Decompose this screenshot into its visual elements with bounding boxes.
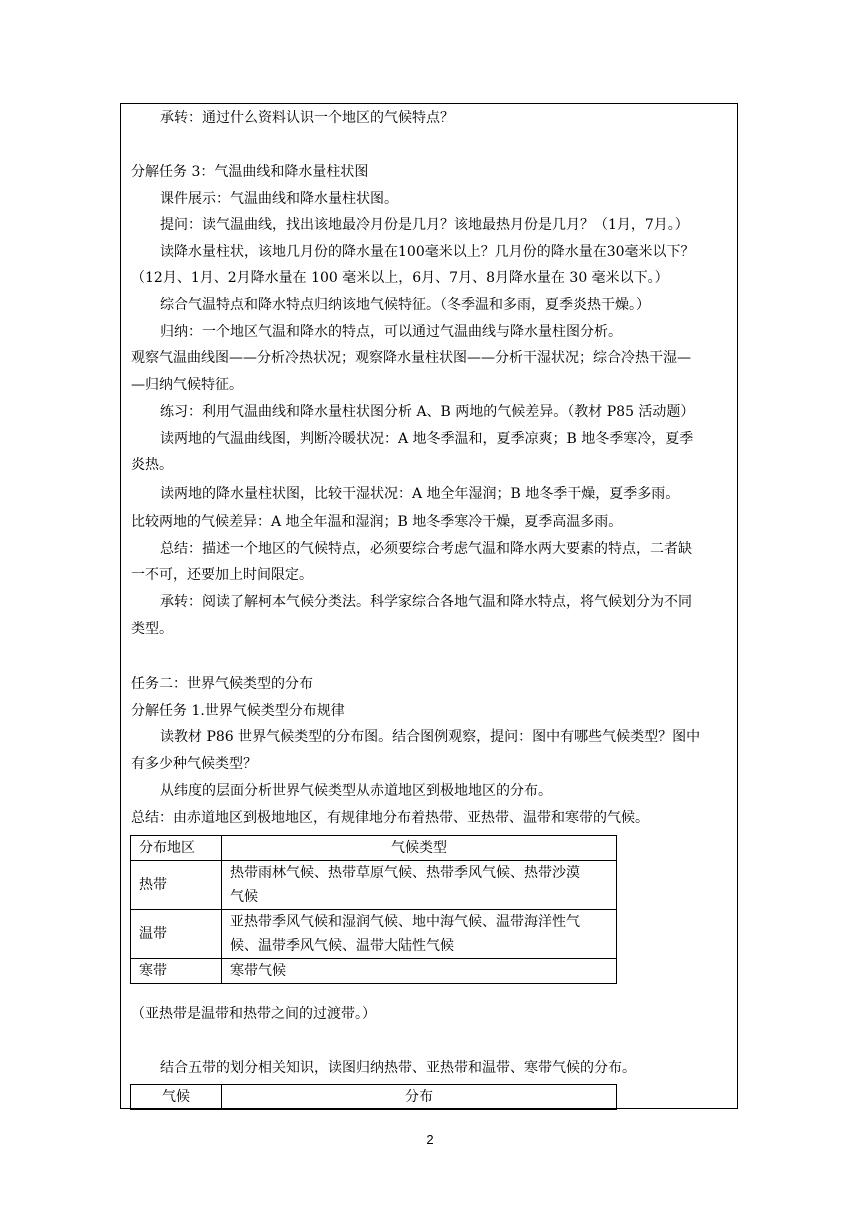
text-line: 提问：读气温曲线，找出该地最冷月份是几月？该地最热月份是几月？（1月，7月。） — [160, 217, 689, 233]
header-cell: 分布 — [222, 1085, 617, 1110]
frame-top-border — [120, 103, 738, 104]
table-header-row — [131, 1085, 617, 1110]
text-line: 承转：阅读了解柯本气候分类法。科学家综合各地气温和降水特点，将气候划分为不同 — [160, 594, 692, 610]
text-line: 类型。 — [131, 621, 173, 637]
text-line: 承转：通过什么资料认识一个地区的气候特点？ — [160, 110, 454, 126]
table-header-row — [131, 836, 617, 861]
climate-cell — [222, 861, 617, 910]
text-line: 炎热。 — [131, 457, 173, 473]
section-heading: 分解任务 1.世界气候类型分布规律 — [131, 703, 345, 719]
climate-cell — [222, 910, 617, 959]
text-line: 读两地的气温曲线图，判断冷暖状况：A 地冬季温和，夏季凉爽；B 地冬季寒冷，夏季 — [160, 431, 694, 447]
climate-distribution-table — [130, 1084, 617, 1110]
text-line: 读降水量柱状，该地几月份的降水量在100毫米以上？几月份的降水量在30毫米以下？ — [160, 244, 695, 260]
table-row — [131, 861, 617, 910]
section-heading: 任务二：世界气候类型的分布 — [131, 676, 313, 692]
text-line: 归纳：一个地区气温和降水的特点，可以通过气温曲线与降水量柱图分析。 — [160, 324, 622, 340]
header-cell: 气候类型 — [222, 836, 617, 861]
region-cell: 寒带 — [131, 959, 222, 984]
text-line: 总结：描述一个地区的气候特点，必须要综合考虑气温和降水两大要素的特点，二者缺 — [160, 541, 692, 557]
climate-line: 亚热带季风气候和湿润气候、地中海气候、温带海洋性气 — [230, 914, 580, 930]
text-line: 结合五带的划分相关知识，读图归纳热带、亚热带和温带、寒带气候的分布。 — [160, 1060, 636, 1076]
section-heading: 分解任务 3：气温曲线和降水量柱状图 — [131, 164, 369, 180]
header-cell: 气候 — [131, 1085, 222, 1110]
page-number: 2 — [426, 1132, 434, 1147]
text-line: 总结：由赤道地区到极地地区，有规律地分布着热带、亚热带、温带和寒带的气候。 — [131, 810, 649, 826]
climate-cell: 寒带气候 — [222, 959, 617, 984]
table-row — [131, 910, 617, 959]
text-line: 一不可，还要加上时间限定。 — [131, 567, 313, 583]
text-line: 比较两地的气候差异：A 地全年温和湿润；B 地冬季寒冷干燥，夏季高温多雨。 — [131, 514, 623, 530]
table-row — [131, 959, 617, 984]
note-text: （亚热带是温带和热带之间的过渡带。） — [131, 1006, 376, 1022]
climate-type-table — [130, 835, 617, 984]
text-line: 从纬度的层面分析世界气候类型从赤道地区到极地地区的分布。 — [160, 783, 552, 799]
text-line: （12月、1月、2月降水量在 100 毫米以上，6月、7月、8月降水量在 30 毫米以下。） — [131, 270, 669, 286]
text-line: —归纳气候特征。 — [131, 377, 243, 393]
climate-line: 热带雨林气候、热带草原气候、热带季风气候、热带沙漠 — [230, 865, 580, 881]
text-line: 读两地的降水量柱状图，比较干湿状况：A 地全年湿润；B 地冬季干燥，夏季多雨。 — [160, 486, 680, 502]
text-line: 观察气温曲线图——分析冷热状况；观察降水量柱状图——分析干湿状况；综合冷热干湿— — [131, 350, 691, 366]
text-line: 有多少种气候类型？ — [131, 756, 257, 772]
text-line: 综合气温特点和降水特点归纳该地气候特征。（冬季温和多雨，夏季炎热干燥。） — [160, 297, 650, 313]
text-line: 读教材 P86 世界气候类型的分布图。结合图例观察，提问：图中有哪些气候类型？图中 — [160, 729, 701, 745]
text-line: 课件展示：气温曲线和降水量柱状图。 — [160, 191, 398, 207]
text-line: 练习：利用气温曲线和降水量柱状图分析 A、B 两地的气候差异。（教材 P85 活动题） — [160, 404, 695, 420]
region-cell: 温带 — [131, 910, 222, 959]
header-cell: 分布地区 — [131, 836, 222, 861]
region-cell: 热带 — [131, 861, 222, 910]
climate-line: 候、温带季风气候、温带大陆性气候 — [230, 938, 454, 954]
climate-line: 气候 — [230, 889, 258, 905]
